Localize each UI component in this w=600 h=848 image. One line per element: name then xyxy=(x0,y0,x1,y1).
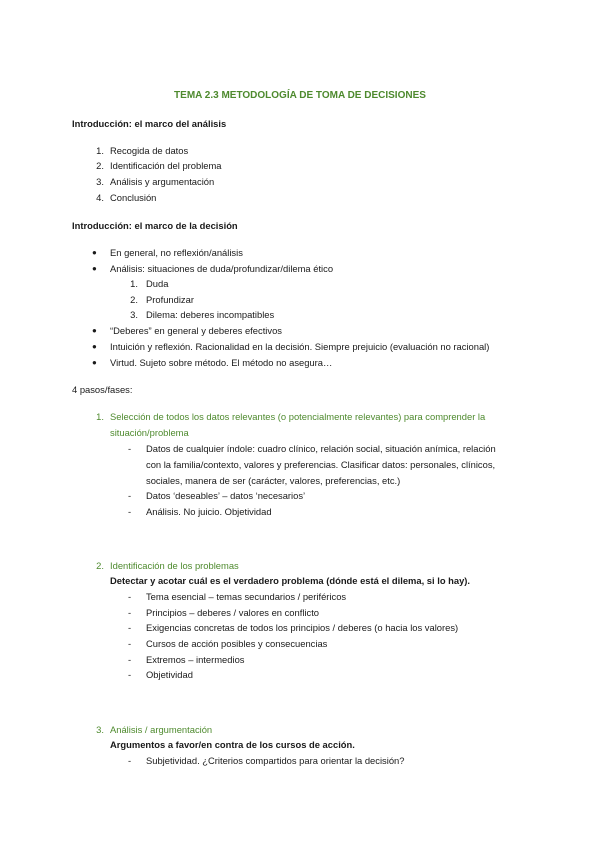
dash-item-cont: con la familia/contexto, valores y preferencias. Clasificar datos: personales, clínicos, xyxy=(146,459,496,470)
dash-item: Extremos – intermedios xyxy=(146,654,245,665)
dash-item-cont: sociales, manera de ser (carácter, valores, preferencias, etc.) xyxy=(146,475,401,486)
step-subtitle: Detectar y acotar cuál es el verdadero problema (dónde está el dilema, si lo hay). xyxy=(110,575,471,586)
step-subtitle: Argumentos a favor/en contra de los cursos de acción. xyxy=(110,739,355,750)
dash-marker: - xyxy=(128,591,132,602)
list-number: 1. xyxy=(130,278,138,289)
dash-marker: - xyxy=(128,506,132,517)
bullet-icon: ● xyxy=(92,326,97,335)
sub-list-item: Dilema: deberes incompatibles xyxy=(146,309,275,320)
list-number: 4. xyxy=(96,192,104,203)
section-heading-decision: Introducción: el marco de la decisión xyxy=(72,220,238,231)
dash-marker: - xyxy=(128,443,132,454)
page-title: TEMA 2.3 METODOLOGÍA DE TOMA DE DECISIONES xyxy=(174,90,426,101)
step-number: 2. xyxy=(96,560,104,571)
dash-item: Subjetividad. ¿Criterios compartidos para orientar la decisión? xyxy=(146,755,405,766)
step-title: Identificación de los problemas xyxy=(110,560,239,571)
dash-marker: - xyxy=(128,755,132,766)
dash-item: Objetividad xyxy=(146,669,193,680)
bullet-item: En general, no reflexión/análisis xyxy=(110,247,243,258)
list-number: 3. xyxy=(130,309,138,320)
list-item: Conclusión xyxy=(110,192,157,203)
bullet-icon: ● xyxy=(92,264,97,273)
list-number: 3. xyxy=(96,176,104,187)
bullet-icon: ● xyxy=(92,248,97,257)
dash-item: Análisis. No juicio. Objetividad xyxy=(146,506,272,517)
sub-list-item: Duda xyxy=(146,278,169,289)
list-number: 1. xyxy=(96,145,104,156)
dash-marker: - xyxy=(128,490,132,501)
step-title-cont: situación/problema xyxy=(110,427,189,438)
steps-heading: 4 pasos/fases: xyxy=(72,384,133,395)
bullet-icon: ● xyxy=(92,342,97,351)
list-item: Recogida de datos xyxy=(110,145,189,156)
dash-marker: - xyxy=(128,669,132,680)
list-item: Análisis y argumentación xyxy=(110,176,215,187)
bullet-item: Análisis: situaciones de duda/profundizar/dilema ético xyxy=(110,263,334,274)
dash-item: Datos ‘deseables’ – datos ‘necesarios’ xyxy=(146,490,306,501)
dash-marker: - xyxy=(128,622,132,633)
sub-list-item: Profundizar xyxy=(146,294,194,305)
dash-item: Tema esencial – temas secundarios / periféricos xyxy=(146,591,347,602)
dash-item: Cursos de acción posibles y consecuencias xyxy=(146,638,328,649)
list-item: Identificación del problema xyxy=(110,160,222,171)
section-heading-analysis: Introducción: el marco del análisis xyxy=(72,118,227,129)
step-number: 3. xyxy=(96,724,104,735)
step-title: Análisis / argumentación xyxy=(110,724,213,735)
step-title: Selección de todos los datos relevantes (o potencialmente relevantes) para comprender la xyxy=(110,411,486,422)
step-number: 1. xyxy=(96,411,104,422)
dash-marker: - xyxy=(128,638,132,649)
bullet-item: Intuición y reflexión. Racionalidad en la decisión. Siempre prejuicio (evaluación no racional) xyxy=(110,341,490,352)
bullet-item: “Deberes” en general y deberes efectivos xyxy=(110,325,282,336)
dash-item: Exigencias concretas de todos los principios / deberes (o hacia los valores) xyxy=(146,622,459,633)
list-number: 2. xyxy=(130,294,138,305)
dash-item: Datos de cualquier índole: cuadro clínico, relación social, situación anímica, relación xyxy=(146,443,496,454)
dash-item: Principios – deberes / valores en conflicto xyxy=(146,607,320,618)
bullet-icon: ● xyxy=(92,358,97,367)
bullet-item: Virtud. Sujeto sobre método. El método no asegura… xyxy=(110,357,333,368)
dash-marker: - xyxy=(128,654,132,665)
dash-marker: - xyxy=(128,607,132,618)
list-number: 2. xyxy=(96,160,104,171)
